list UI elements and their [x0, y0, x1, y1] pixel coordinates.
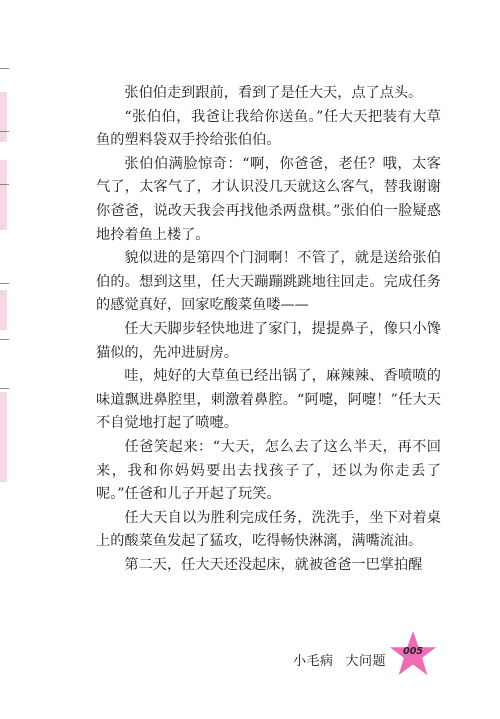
paragraph: 任爸笑起来：“大天，怎么去了这么半天，再不回来，我和你妈妈要出去找孩子了，还以为你走丢了呢。”任爸和儿子开起了玩笑。	[96, 438, 441, 503]
paragraph: 张伯伯走到跟前，看到了是任大天，点了点头。	[124, 85, 423, 101]
book-title-part: 小毛病	[293, 654, 334, 669]
edge-marker	[0, 339, 9, 340]
paragraph: 貌似进的是第四个门洞啊！不管了，就是送给张伯伯的。想到这里，任大天蹦蹦跳跳地往回走。完成任务的感觉真好，回家吃酸菜鱼喽——	[96, 250, 441, 314]
edge-marker	[0, 68, 9, 69]
page-edge-tabs	[0, 0, 10, 719]
book-title-part: 大问题	[345, 654, 387, 669]
footer-book-title	[293, 650, 386, 669]
edge-tab	[0, 290, 7, 330]
paragraph: 任大天脚步轻快地进了家门，提提鼻子，像只小馋猫似的，先冲进厨房。	[96, 320, 441, 361]
edge-tab	[0, 392, 7, 482]
edge-marker	[0, 283, 9, 284]
page-number: 005	[403, 646, 423, 657]
paragraph: 第二天，任大天还没起床，就被爸爸一巴掌拍醒	[124, 556, 423, 573]
edge-tab	[0, 160, 7, 230]
edge-marker	[0, 131, 9, 132]
paragraph: 任大天自以为胜利完成任务，洗洗手，坐下对着桌上的酸菜鱼发起了猛攻，吃得畅快淋漓，满嘴流油。	[96, 509, 441, 550]
body-text	[96, 82, 441, 577]
edge-marker	[0, 388, 9, 389]
paragraph: “张伯伯，我爸让我给你送鱼。”任大天把装有大草鱼的塑料袋双手拎给张伯伯。	[96, 108, 441, 149]
paragraph: 哇，炖好的大草鱼已经出锅了，麻辣辣、香喷喷的味道飘进鼻腔里，刺激着鼻腔。“阿嚏，阿嚏！”任大天不自觉地打起了喷嚏。	[96, 368, 441, 432]
edge-marker	[0, 184, 9, 185]
paragraph: 张伯伯满脸惊奇：“啊，你爸爸，老任？哦，太客气了，太客气了，才认识没几天就这么客气，替我谢谢你爸爸，说改天我会再找他杀两盘棋。”张伯伯一脸疑惑地拎着鱼上楼了。	[96, 155, 441, 243]
edge-tab	[0, 92, 7, 142]
